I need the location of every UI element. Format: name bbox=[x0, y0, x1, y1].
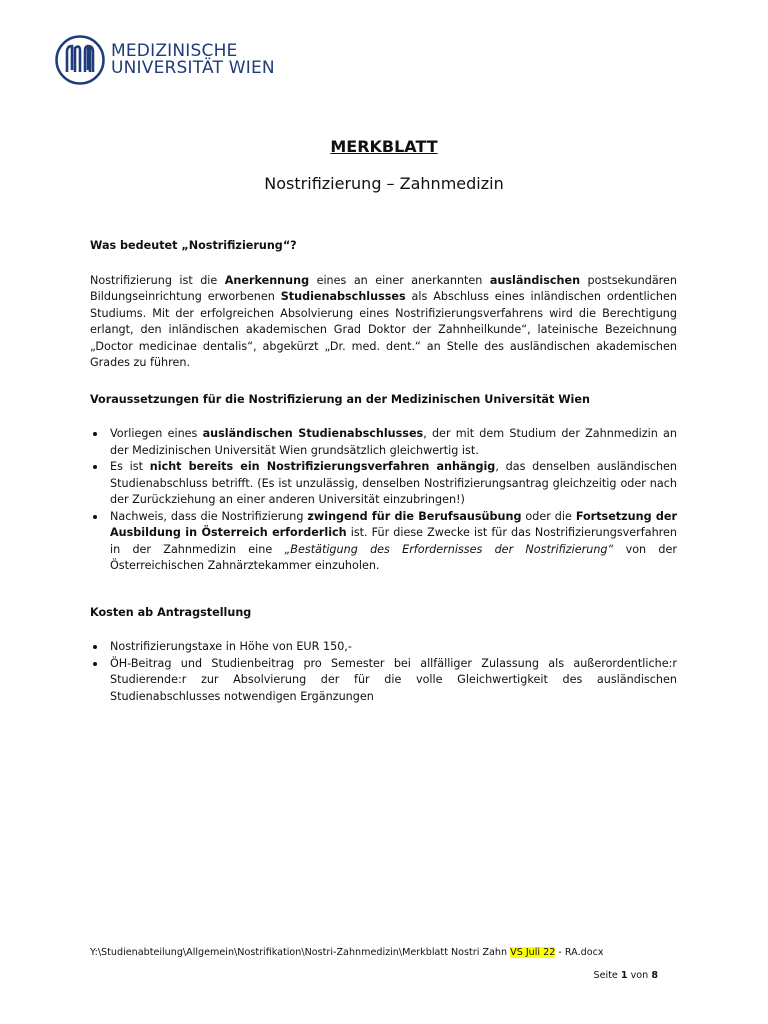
text-run: , der mit dem Studium der Zahnmedizin an der Medizinischen Universität Wien grundsätzlich gleichwertig ist. bbox=[110, 427, 677, 457]
bold-run: nicht bereits ein Nostrifizierungsverfahren anhängig bbox=[149, 460, 496, 473]
text-run: Vorliegen eines bbox=[110, 427, 203, 440]
section-heading-definition: Was bedeutet „Nostrifizierung“? bbox=[90, 239, 297, 252]
page-current: 1 bbox=[620, 970, 628, 981]
italic-run: „Bestätigung des Erfordernisses der Nostrifizierung“ bbox=[284, 542, 614, 556]
university-emblem-icon bbox=[55, 35, 105, 85]
footer-file-path bbox=[90, 947, 604, 958]
text-run: Nachweis, dass die Nostrifizierung bbox=[110, 509, 308, 523]
logo-line-2: UNIVERSITÄT WIEN bbox=[111, 58, 275, 78]
page-total: 8 bbox=[651, 970, 658, 981]
text-run: als Abschluss eines inländischen ordentlichen Studiums. Mit der erfolgreichen Absolvierung eines Nostrifizierungsverfahrens wird die Berechtigung erlangt, den inländischen akademischen Grad Doktor der Zahnheilkunde“, lateinische Bezeichnung „Doctor medicinae dentalis“, abgekürzt „Dr. med. dent.“ an Stelle des ausländischen akademischen Grades zu führen. bbox=[90, 290, 677, 369]
page-label: Seite bbox=[593, 970, 621, 981]
logo-line-1: MEDIZINISCHE bbox=[111, 41, 238, 61]
page-title: MERKBLATT bbox=[330, 137, 438, 156]
list-item bbox=[90, 509, 677, 575]
text-run: oder die bbox=[521, 509, 576, 523]
requirements-list bbox=[90, 426, 677, 575]
text-run: postsekundären Bildungseinrichtung erworbenen bbox=[90, 273, 678, 303]
list-item: ÖH-Beitrag und Studienbeitrag pro Semester bei allfälliger Zulassung als außerordentliche:r Studierende:r zur Absolvierung der für die volle Gleichwertigkeit des ausländischen Studienabschlusses notwendigen Ergänzungen bbox=[90, 656, 677, 706]
text-run: Es ist bbox=[110, 460, 150, 473]
bold-run: ausländischen bbox=[489, 273, 581, 287]
university-logo bbox=[55, 35, 275, 85]
bold-run: Anerkennung bbox=[224, 273, 310, 287]
bold-run: zwingend für die Berufsausübung bbox=[307, 509, 522, 523]
list-item: Nostrifizierungstaxe in Höhe von EUR 150,- bbox=[90, 639, 677, 656]
page-subtitle: Nostrifizierung – Zahnmedizin bbox=[264, 174, 504, 193]
list-item bbox=[90, 459, 677, 509]
text-run: , das denselben ausländischen Studienabschluss betrifft. (Es ist unzulässig, denselben Nostrifizierungsantrag gleichzeitig oder nach der Zurückziehung an einer anderen Universität einzubringen!) bbox=[110, 460, 678, 506]
document-body bbox=[90, 238, 677, 705]
text-run: eines an einer anerkannten bbox=[309, 273, 490, 287]
bold-run: Studienabschlusses bbox=[280, 290, 406, 303]
list-item bbox=[90, 426, 677, 459]
file-path-suffix: - RA.docx bbox=[555, 947, 604, 958]
section-heading-requirements: Voraussetzungen für die Nostrifizierung an der Medizinischen Universität Wien bbox=[90, 392, 590, 406]
costs-list bbox=[90, 639, 677, 705]
text-run: Nostrifizierung ist die bbox=[90, 273, 225, 287]
definition-paragraph bbox=[90, 273, 677, 372]
bold-run: Fortsetzung der Ausbildung in Österreich erforderlich bbox=[110, 509, 677, 539]
university-name bbox=[111, 43, 275, 77]
text-run: von der Österreichischen Zahnärztekammer einzuholen. bbox=[110, 542, 677, 572]
highlighted-text: VS Juli 22 bbox=[510, 947, 556, 958]
page-of-label: von bbox=[627, 970, 652, 981]
bold-run: ausländischen Studienabschlusses bbox=[202, 427, 424, 440]
section-heading-costs: Kosten ab Antragstellung bbox=[90, 605, 252, 619]
page-number bbox=[594, 970, 658, 981]
text-run: ist. Für diese Zwecke ist für das Nostrifizierungsverfahren in der Zahnmedizin eine bbox=[110, 526, 677, 556]
file-path-text: Y:\Studienabteilung\Allgemein\Nostrifikation\Nostri-Zahnmedizin\Merkblatt Nostri Zahn bbox=[90, 947, 511, 958]
